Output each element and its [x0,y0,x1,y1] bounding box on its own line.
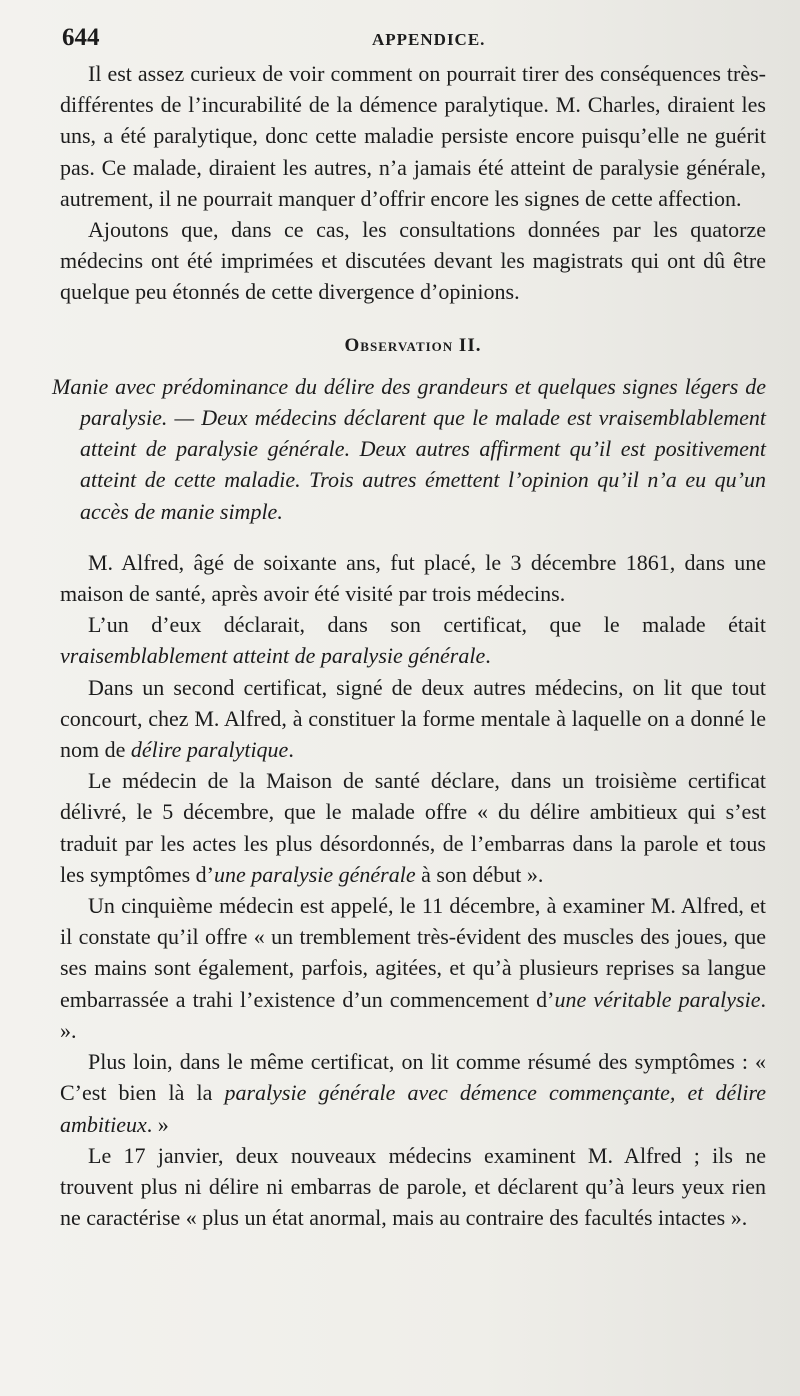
paragraph-5-emphasis: délire paralytique [130,737,289,763]
paragraph-7-emphasis: une véritable paralysie [554,986,761,1012]
page-body [52,58,766,1233]
observation-summary: Manie avec prédominance du délire des grandeurs et quelques signes légers de paralysie. — Deux médecins déclarent que le malade est vraisemblablement atteint de paralysie générale. Deux autres affirment qu’il est positivement atteint de cette maladie. Trois autres émettent l’opinion qu’il n’a eu qu’un accès de manie simple. [52,373,766,524]
paragraph-6-text: Le médecin de la Maison de santé déclare, dans un troisième certificat délivré, le 5 décembre, que le malade offre « du délire ambitieux qui s’est traduit par les actes les plus désordonnés, de l’embarras dans la parole et tous les symptômes d’ [60,768,766,887]
paragraph-8-emphasis: paralysie générale avec démence commençante, et délire ambitieux [60,1080,766,1137]
paragraph-7 [60,890,766,1046]
paragraph-8-text: Plus loin, dans le même certificat, on lit comme résumé des symptômes : « C’est bien là la [60,1049,766,1106]
page-header [62,22,752,58]
paragraph-6-emphasis: une paralysie générale [214,861,416,887]
paragraph-4 [60,609,766,671]
paragraph-2: Ajoutons que, dans ce cas, les consultations données par les quatorze médecins ont été imprimées et discutées devant les magistrats qui ont dû être quelque peu étonnés de cette divergence d’opinions. [60,217,766,305]
paragraph-7-end: . ». [60,986,766,1043]
paragraph-4-end: . [485,643,491,669]
paragraph-1: Il est assez curieux de voir comment on pourrait tirer des conséquences très-différentes de l’incurabilité de la démence paralytique. M. Charles, diraient les uns, a été paralytique, donc cette maladie persiste encore puisqu’elle ne guérit pas. Ce malade, diraient les autres, n’a jamais été atteint de paralysie générale, autrement, il ne pourrait manquer d’offrir encore les signes de cette affection. [60,61,766,211]
running-head: APPENDICE. [372,30,486,49]
paragraph-4-text: L’un d’eux déclarait, dans son certificat, que le malade était [88,612,766,638]
paragraph-6-end: à son début ». [415,861,544,887]
paragraph-5 [60,672,766,766]
paragraph-5-end: . [288,737,294,763]
page-number: 644 [62,24,100,51]
paragraph-9: Le 17 janvier, deux nouveaux médecins examinent M. Alfred ; ils ne trouvent plus ni délire ni embarras de parole, et déclarent qu’à leurs yeux rien ne caractérise « plus un état anormal, mais au contraire des facultés intactes ». [60,1142,766,1231]
paragraph-3: M. Alfred, âgé de soixante ans, fut placé, le 3 décembre 1861, dans une maison de santé, après avoir été visité par trois médecins. [60,549,766,607]
paragraph-7-text: Un cinquième médecin est appelé, le 11 décembre, à examiner M. Alfred, et il constate qu’il offre « un tremblement très-évident des muscles des joues, que ses mains sont également, parfois, agitées, et qu’à plusieurs reprises sa langue embarrassée a trahi l’existence d’un commencement d’ [60,893,766,1012]
paragraph-8 [60,1046,766,1140]
paragraph-8-end: . » [146,1111,169,1137]
paragraph-6 [60,765,766,890]
paragraph-4-emphasis: vraisemblablement atteint de paralysie générale [60,643,486,669]
observation-heading: Observation II. [344,334,482,356]
paragraph-5-text: Dans un second certificat, signé de deux autres médecins, on lit que tout concourt, chez M. Alfred, à constituer la forme mentale à laquelle on a donné le nom de [60,674,766,763]
